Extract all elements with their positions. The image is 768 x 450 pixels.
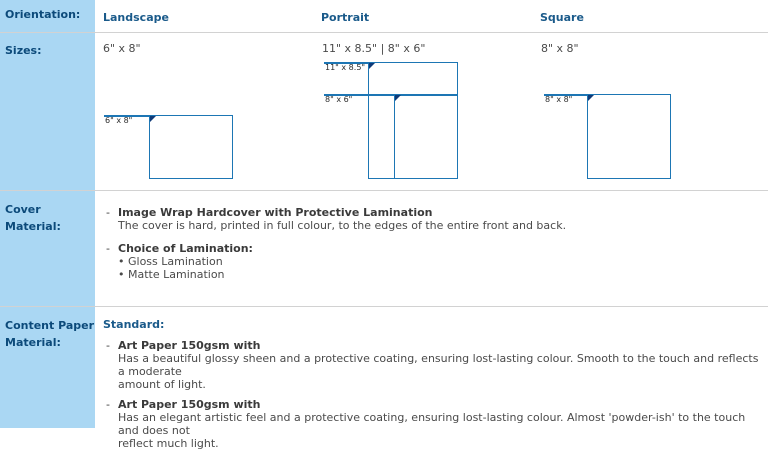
portrait-size-text: 11" x 8.5" | 8" x 6" [322, 42, 426, 55]
content-paper-label-line1: Content Paper [5, 319, 95, 332]
cover-row [0, 191, 768, 307]
paper-item-desc-line2: amount of light. [118, 378, 206, 391]
paper-item-desc-line2: reflect much light. [118, 437, 219, 450]
landscape-size-text: 6" x 8" [103, 42, 141, 55]
cover-item-title: Image Wrap Hardcover with Protective Lamination [118, 206, 433, 219]
content-paper-row [0, 307, 768, 450]
paper-item-title: Art Paper 150gsm with [118, 398, 261, 411]
landscape-size-diagram [149, 115, 233, 179]
content-paper-label-line2: Material: [5, 336, 61, 349]
square-size-text: 8" x 8" [541, 42, 579, 55]
lamination-option-matte: • Matte Lamination [118, 268, 225, 281]
square-box-label: 8" x 8" [545, 95, 573, 104]
cover-item-lamination [103, 242, 768, 281]
landscape-corner-marker [150, 116, 156, 122]
orientation-content [103, 0, 768, 32]
standard-heading: Standard: [103, 318, 165, 331]
lamination-option-gloss: • Gloss Lamination [118, 255, 223, 268]
orientation-portrait: Portrait [321, 11, 370, 24]
content-paper-label [0, 307, 95, 428]
cover-item-hardcover [103, 206, 768, 232]
portrait-small-corner-marker [395, 95, 401, 101]
content-paper-content [103, 318, 768, 450]
square-corner-marker [588, 95, 594, 101]
paper-item-matte [103, 398, 768, 450]
cover-content [103, 206, 768, 306]
orientation-landscape: Landscape [103, 11, 169, 24]
portrait-large-corner-marker [369, 63, 375, 69]
cover-label: Cover Material: [0, 191, 95, 306]
dash: - [106, 206, 110, 219]
orientation-row [0, 0, 768, 33]
portrait-small-diagram [394, 94, 458, 179]
dash: - [106, 242, 110, 255]
paper-item-desc-line1: Has an elegant artistic feel and a protective coating, ensuring lost-lasting colour. Almost 'powder-ish' to the touch and does not [118, 411, 746, 437]
paper-item-title: Art Paper 150gsm with [118, 339, 261, 352]
dash: - [106, 339, 110, 352]
portrait-large-label: 11" x 8.5" [325, 63, 366, 72]
orientation-square: Square [540, 11, 584, 24]
cover-item-desc: The cover is hard, printed in full colour, to the edges of the entire front and back. [118, 219, 567, 232]
sizes-row [0, 33, 768, 191]
landscape-box-label: 6" x 8" [105, 116, 133, 125]
paper-item-glossy [103, 339, 768, 391]
dash: - [106, 398, 110, 411]
sizes-label: Sizes: [0, 33, 95, 190]
portrait-small-label: 8" x 6" [325, 95, 353, 104]
lamination-title: Choice of Lamination: [118, 242, 253, 255]
square-size-diagram [587, 94, 671, 179]
paper-item-desc-line1: Has a beautiful glossy sheen and a protective coating, ensuring lost-lasting colour. Smooth to the touch and reflects a moderate [118, 352, 759, 378]
orientation-label: Orientation: [0, 0, 95, 32]
